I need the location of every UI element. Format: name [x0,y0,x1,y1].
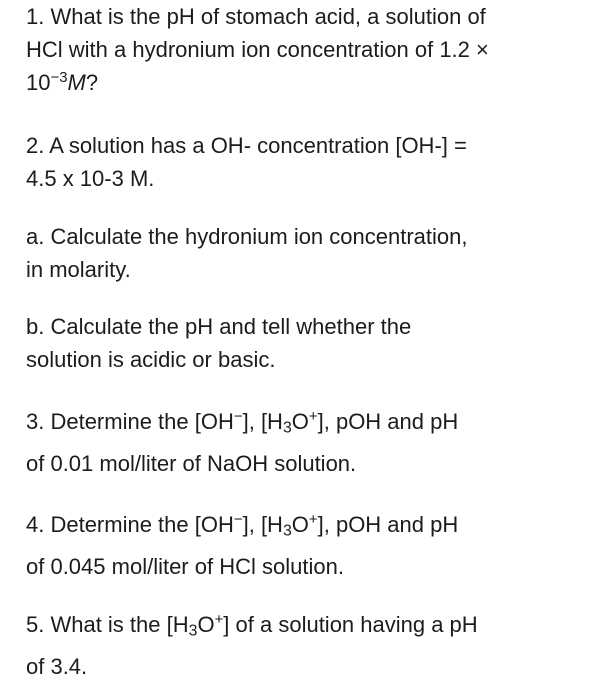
q5-line-2: of 3.4. [26,654,88,679]
q2a-line-2: in molarity. [26,257,131,282]
q3-sup-1: − [233,407,243,425]
q4-text-4: ], pOH and pH [317,512,459,537]
q3-text-3: O [291,409,309,434]
question-4 [26,504,458,588]
q4-text-2: ], [H [242,512,283,537]
q4-text-3: O [291,512,309,537]
q1-line-1: 1. What is the pH of stomach acid, a solution of [26,4,486,29]
q4-line-2: of 0.045 mol/liter of HCl solution. [26,554,344,579]
q5-line-1 [26,604,478,646]
q1-line-2: HCl with a hydronium ion concentration of 1.2 × [26,37,489,62]
q5-sup-1: + [214,610,224,628]
question-2 [26,129,467,195]
q4-text-1: 4. Determine the [OH [26,512,234,537]
question-3 [26,401,458,485]
q5-text-3: ] of a solution having a pH [223,612,478,637]
q1-line-3 [26,66,489,99]
q2-line-2: 4.5 x 10-3 M. [26,166,155,191]
q3-sub-1: 3 [282,419,292,437]
question-2b [26,310,411,376]
q3-text-1: 3. Determine the [OH [26,409,234,434]
q4-sup-1: − [233,510,243,528]
question-5 [26,604,478,688]
q5-text-1: 5. What is the [H [26,612,189,637]
q2a-line-1: a. Calculate the hydronium ion concentration, [26,224,468,249]
q1-base: 10 [26,70,51,95]
q5-sub-1: 3 [188,622,198,640]
q4-sup-2: + [308,510,318,528]
q3-line-2: of 0.01 mol/liter of NaOH solution. [26,451,357,476]
q3-text-2: ], [H [242,409,283,434]
q5-text-2: O [197,612,215,637]
q1-unit: M [67,70,86,95]
q1-end: ? [85,70,99,95]
q2b-line-1: b. Calculate the pH and tell whether the [26,314,412,339]
q2-line-1: 2. A solution has a OH- concentration [OH-] = [26,133,467,158]
q1-exponent: −3 [50,68,68,86]
q4-line-1 [26,504,458,546]
question-1 [26,0,489,99]
q2b-line-2: solution is acidic or basic. [26,347,276,372]
q3-text-4: ], pOH and pH [317,409,459,434]
question-2a [26,220,467,286]
q3-sup-2: + [308,407,318,425]
q3-line-1 [26,401,458,443]
q4-sub-1: 3 [282,522,292,540]
